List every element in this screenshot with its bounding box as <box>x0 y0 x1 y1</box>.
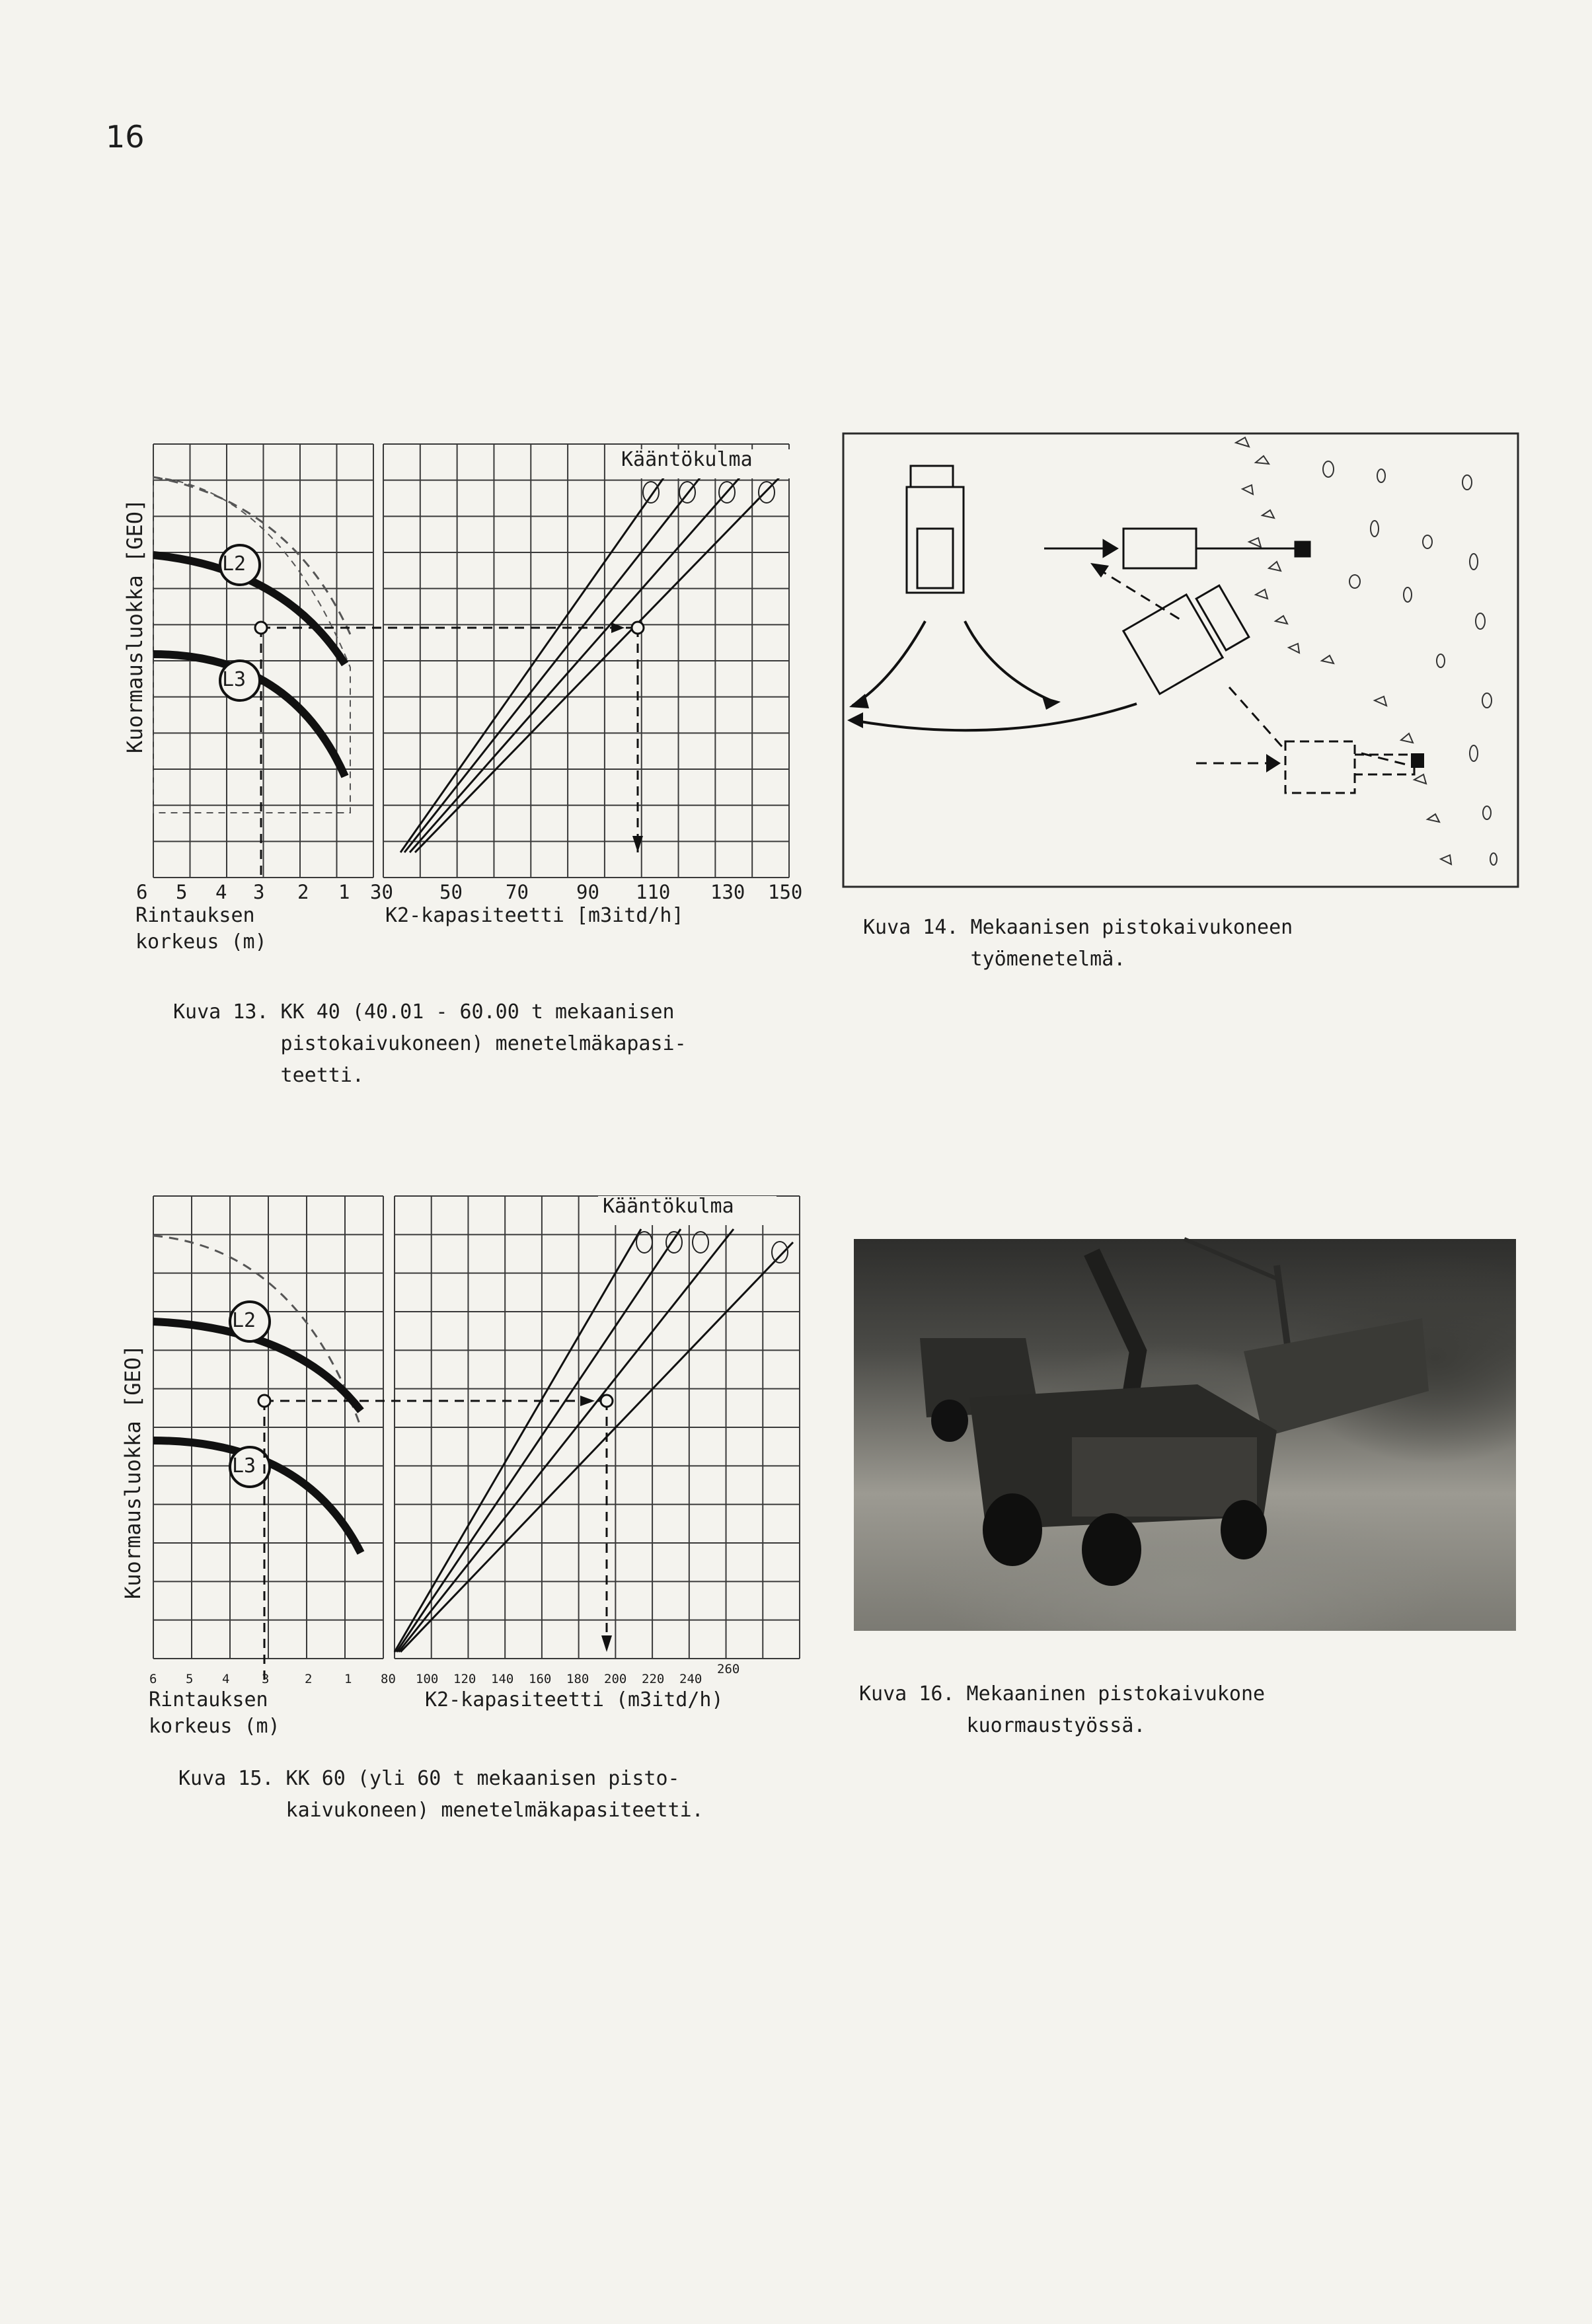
fig15-l3-label: L3 <box>232 1454 256 1478</box>
fig15-right-tick: 180 <box>566 1672 589 1686</box>
fig15-top-label: Kääntökulma <box>603 1195 734 1218</box>
fig15-right-tick: 80 <box>381 1672 396 1686</box>
fig15-right-tick: 260 <box>717 1662 740 1676</box>
fig13-l2-label: L2 <box>222 552 246 576</box>
fig14-caption: Kuva 14. Mekaanisen pistokaivukoneen työmenetelmä. <box>863 916 1293 971</box>
fig15-right-tick: 240 <box>679 1672 702 1686</box>
fig13-right-tick: 90 <box>576 881 599 903</box>
fig15-y-axis-label: Kuormausluokka [GEO] <box>120 1344 145 1599</box>
fig16-photo <box>854 1239 1516 1631</box>
fig15-x-label-left-2: korkeus (m) <box>149 1715 280 1738</box>
fig13-right-tick: 110 <box>636 881 671 903</box>
fig15-left-tick: 4 <box>222 1672 230 1686</box>
fig13-left-tick: 4 <box>215 881 227 903</box>
fig15-right-tick: 140 <box>491 1672 514 1686</box>
fig13-right-tick: 130 <box>710 881 745 903</box>
fig15-right-tick: 100 <box>416 1672 439 1686</box>
fig15-l2-label: L2 <box>232 1309 256 1332</box>
fig15-left-tick: 5 <box>186 1672 194 1686</box>
fig15-caption: Kuva 15. KK 60 (yli 60 t mekaanisen pisto- kaivukoneen) menetelmäkapasiteetti. <box>178 1767 704 1822</box>
fig15-left-tick: 1 <box>344 1672 352 1686</box>
fig13-right-tick: 50 <box>439 881 463 903</box>
fig13-right-tick: 30 <box>370 881 393 903</box>
fig15-right-tick: 120 <box>453 1672 476 1686</box>
fig15-x-label-right: K2-kapasiteetti (m3itd/h) <box>425 1688 724 1711</box>
fig13-x-label-right: K2-kapasiteetti [m3itd/h] <box>385 904 684 927</box>
fig15-right-tick: 160 <box>529 1672 552 1686</box>
fig15-right-tick: 200 <box>604 1672 627 1686</box>
fig16-caption: Kuva 16. Mekaaninen pistokaivukone kuormaustyössä. <box>859 1682 1266 1737</box>
fig13-left-tick: 2 <box>297 881 309 903</box>
fig13-top-label: Kääntökulma <box>621 448 753 471</box>
fig13-right-tick: 150 <box>768 881 803 903</box>
fig15-right-tick: 220 <box>642 1672 665 1686</box>
fig16-photo-shapes <box>854 1239 1516 1631</box>
fig13-left-tick: 6 <box>136 881 148 903</box>
fig13-y-axis-label: Kuormausluokka [GEO] <box>122 498 147 753</box>
fig15-left-tick: 2 <box>305 1672 313 1686</box>
page-number: 16 <box>106 119 145 155</box>
fig13-left-tick: 3 <box>253 881 265 903</box>
fig13-x-label-left-2: korkeus (m) <box>135 930 267 954</box>
fig13-left-tick: 1 <box>338 881 350 903</box>
fig13-right-tick: 70 <box>506 881 529 903</box>
fig15-x-label-left-1: Rintauksen <box>149 1688 268 1711</box>
fig13-left-tick: 5 <box>176 881 188 903</box>
fig15-left-tick: 3 <box>262 1672 270 1686</box>
fig13-x-label-left-1: Rintauksen <box>135 904 255 927</box>
fig13-caption: Kuva 13. KK 40 (40.01 - 60.00 t mekaanisen pistokaivukoneen) menetelmäkapasi- teetti. <box>173 1000 687 1087</box>
fig13-l3-label: L3 <box>222 668 246 691</box>
fig15-left-tick: 6 <box>149 1672 157 1686</box>
